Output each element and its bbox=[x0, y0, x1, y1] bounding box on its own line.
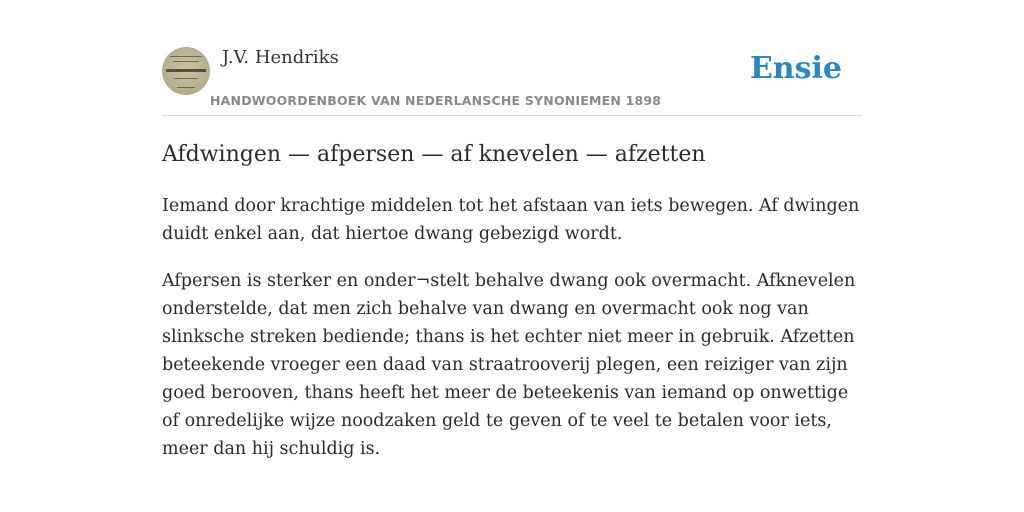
entry-paragraph: Iemand door krachtige middelen tot het afstaan van iets bewegen. Af dwingen duidt enkel aan, dat hiertoe dwang gebezigd wordt. bbox=[162, 196, 860, 244]
cover-line bbox=[174, 78, 198, 79]
entry-body bbox=[162, 192, 862, 482]
cover-line bbox=[173, 61, 199, 62]
cover-line bbox=[177, 87, 195, 88]
book-cover-avatar bbox=[162, 47, 210, 95]
entry-header bbox=[162, 0, 862, 116]
cover-title-band bbox=[166, 69, 206, 72]
entry-paragraph: Afpersen is sterker en onder¬stelt behalve dwang ook overmacht. Afknevelen onderstelde, dat men zich behalve van dwang en overmacht ook nog van slinksche streken bediende; thans is het echter niet meer in gebruik. Afzetten beteekende vroeger een daad van straatrooverij plegen, een reiziger van zijn goed berooven, thans heeft het meer de beteekenis van iemand op onwettige of onredelijke wijze noodzaken geld te geven of te veel te betalen voor iets, meer dan hij schuldig is. bbox=[162, 271, 856, 459]
entry-card bbox=[162, 0, 862, 512]
cover-line bbox=[170, 56, 202, 57]
entry-title: Afdwingen — afpersen — af knevelen — afzetten bbox=[162, 142, 706, 167]
author-name[interactable]: J.V. Hendriks bbox=[222, 47, 339, 68]
source-dictionary[interactable]: HANDWOORDENBOEK VAN NEDERLANSCHE SYNONIEMEN 1898 bbox=[210, 93, 662, 108]
ensie-logo[interactable]: Ensie bbox=[749, 51, 842, 86]
